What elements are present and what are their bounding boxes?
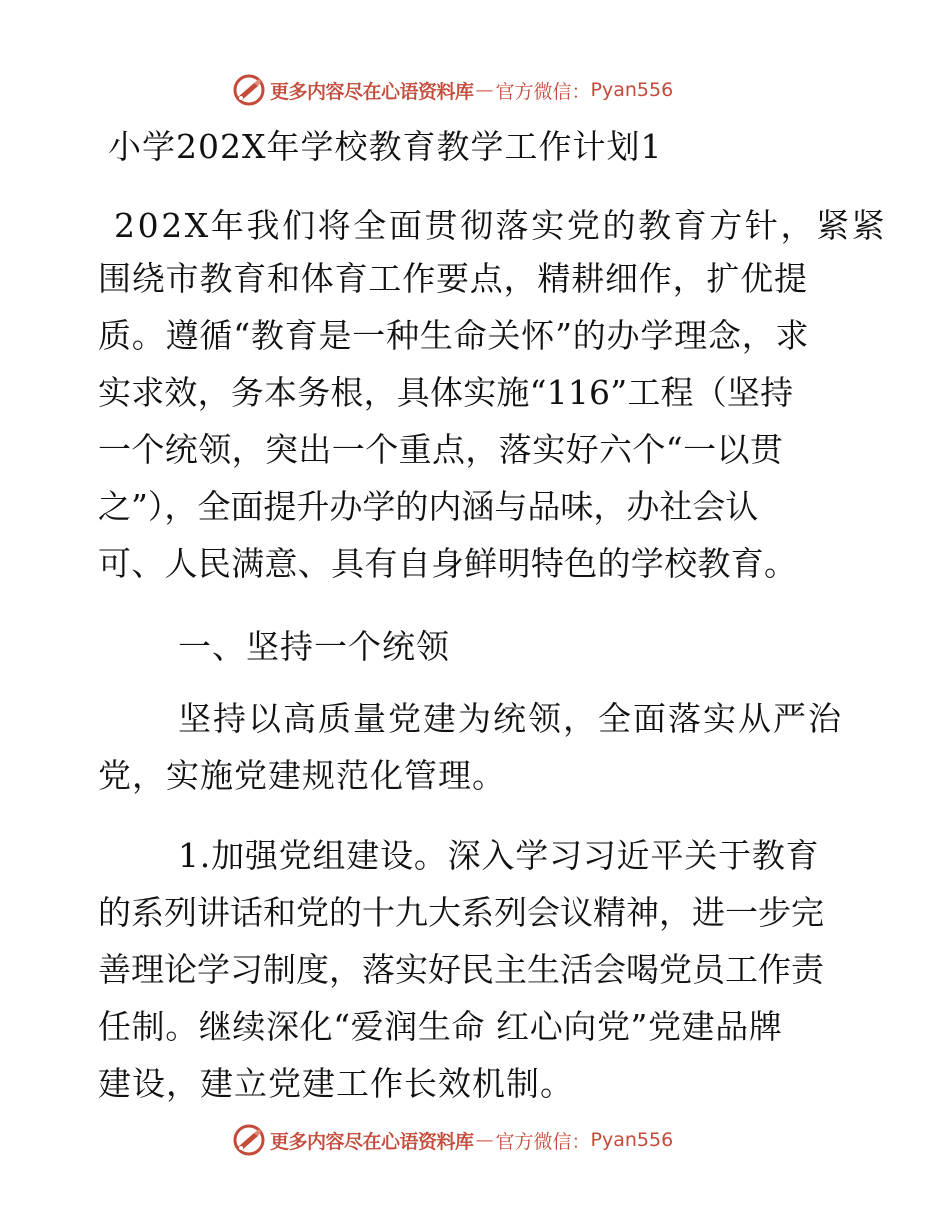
text-line: 202X年我们将全面贯彻落实党的教育方针，紧紧 bbox=[114, 206, 888, 245]
text-line: 党，实施党建规范化管理。 bbox=[98, 756, 506, 795]
text-line: 围绕市教育和体育工作要点，精耕细作，扩优提 bbox=[98, 259, 808, 298]
watermark-main-text: 更多内容尽在心语资料库 bbox=[270, 80, 474, 103]
watermark-wechat-id: Pyan556 bbox=[590, 79, 674, 101]
pen-logo-icon bbox=[232, 1123, 266, 1157]
text-line: 1.加强党组建设。深入学习习近平关于教育 bbox=[178, 836, 820, 875]
watermark-banner-top bbox=[232, 72, 752, 108]
text-line: 的系列讲话和党的十九大系列会议精神，进一步完 bbox=[98, 893, 824, 932]
document-title: 小学202X年学校教育教学工作计划1 bbox=[108, 127, 663, 166]
watermark-separator: — bbox=[475, 1129, 494, 1151]
text-line: 善理论学习制度，落实好民主生活会喝党员工作责 bbox=[98, 950, 824, 989]
text-line: 可、人民满意、具有自身鲜明特色的学校教育。 bbox=[98, 544, 798, 583]
text-line: 实求效，务本务根，具体实施“116”工程（坚持 bbox=[98, 373, 794, 412]
text-line: 一个统领，突出一个重点，落实好六个“一以贯 bbox=[98, 430, 784, 469]
pen-logo-icon bbox=[232, 73, 266, 107]
watermark-main-text: 更多内容尽在心语资料库 bbox=[270, 1130, 474, 1153]
section-heading: 一、坚持一个统领 bbox=[178, 627, 450, 666]
watermark-wechat-id: Pyan556 bbox=[590, 1129, 674, 1151]
text-line: 质。遵循“教育是一种生命关怀”的办学理念，求 bbox=[98, 316, 810, 355]
text-line: 任制。继续深化“爱润生命 红心向党”党建品牌 bbox=[98, 1007, 783, 1046]
watermark-wechat-label: 官方微信： bbox=[495, 1130, 591, 1153]
text-line: 之”），全面提升办学的内涵与品味，办社会认 bbox=[98, 487, 759, 526]
watermark-separator: — bbox=[475, 79, 494, 101]
text-line: 建设，建立党建工作长效机制。 bbox=[98, 1064, 574, 1103]
watermark-wechat-label: 官方微信： bbox=[495, 80, 591, 103]
text-line: 坚持以高质量党建为统领，全面落实从严治 bbox=[178, 699, 843, 738]
watermark-banner-bottom bbox=[232, 1122, 752, 1158]
